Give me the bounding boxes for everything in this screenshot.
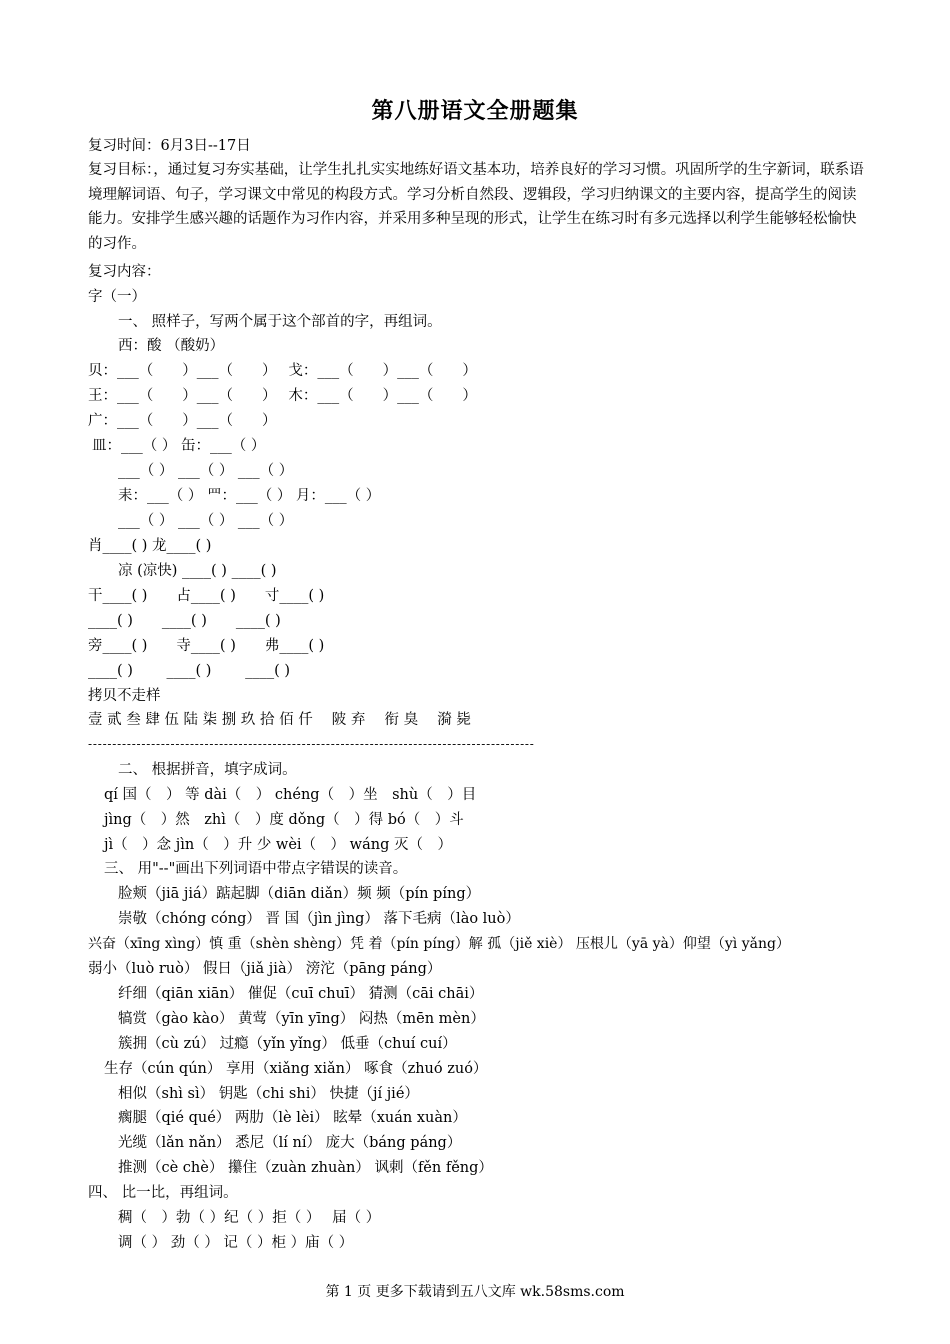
exercise-heading: 拷贝不走样 xyxy=(88,688,161,704)
separator-line: -------------------------------------------------------------------------------------------- xyxy=(88,737,535,751)
exercise-line: 广：___（ ）___（ ） xyxy=(88,413,277,429)
exercise-line: 肖____( ) 龙____( ) xyxy=(88,538,212,554)
section-heading: 字（一） xyxy=(88,289,146,305)
exercise-heading: 二、 根据拼音，填字成词。 xyxy=(118,762,297,778)
exercise-line: ___（ ） ___（ ） ___（ ） xyxy=(118,463,294,479)
exercise-line: 光缆（lǎn nǎn） 悉尼（lí ní） 庞大（báng páng） xyxy=(118,1135,462,1151)
page-footer: 第 1 页 更多下载请到五八文库 wk.58sms.com xyxy=(325,1284,625,1300)
review-time: 复习时间：6月3日--17日 xyxy=(88,138,251,154)
exercise-line: 皿：___（ ） 缶：___（ ） xyxy=(92,438,266,454)
exercise-heading: 四、 比一比，再组词。 xyxy=(88,1185,238,1201)
exercise-heading: 三、 用"--"画出下列词语中带点字错误的读音。 xyxy=(104,861,408,877)
exercise-line: 犒赏（gào kào） 黄莺（yīn yīng） 闷热（mēn mèn） xyxy=(118,1011,485,1027)
exercise-line: ____( ) ____( ) ____( ) xyxy=(88,663,290,679)
exercise-line: 相似（shì sì） 钥匙（chi shi） 快捷（jí jié） xyxy=(118,1086,419,1102)
exercise-line: 王：___（ ）___（ ） 木：___（ ）___（ ） xyxy=(88,388,477,404)
exercise-line: 弱小（luò ruò） 假日（jiǎ jià） 滂沱（pāng páng） xyxy=(88,961,442,977)
review-content-label: 复习内容： xyxy=(88,264,161,280)
exercise-line: 生存（cún qún） 享用（xiǎng xiǎn） 啄食（zhuó zuó） xyxy=(104,1061,488,1077)
exercise-line: 簇拥（cù zú） 过瘾（yǐn yǐng） 低垂（chuí cuí） xyxy=(118,1036,457,1052)
exercise-line: jìng（ ）然 zhì（ ）度 dǒng（ ）得 bó（ ）斗 xyxy=(104,812,464,828)
exercise-line: jì（ ）念 jìn（ ）升 少 wèi（ ） wáng 灭（ ） xyxy=(104,837,452,853)
review-goal: 复习目标：，通过复习夯实基础，让学生扎扎实实地练好语文基本功，培养良好的学习习惯。巩固所学的生字新词，联系语境理解词语、句子，学习课文中常见的构段方式。学习分析自然段、逻辑段，学习归纳课文的主要内容，提高学生的阅读能力。安排学生感兴趣的话题作为习作内容，并采用多种呈现的形式，让学生在练习时有多元选择以利学生能够轻松愉快的习作。 xyxy=(88,162,864,252)
exercise-line: 纤细（qiān xiān） 催促（cuī chuī） 猜测（cāi chāi） xyxy=(118,986,484,1002)
exercise-line: 调（ ） 劲（ ） 记（ ）柜 ）庙（ ） xyxy=(118,1235,354,1251)
exercise-line: 贝：___（ ）___（ ） 戈：___（ ）___（ ） xyxy=(88,363,477,379)
exercise-line: 脸颊（jiā jiá）踮起脚（diān diǎn）频 频（pín píng） xyxy=(118,886,481,902)
exercise-line: 旁____( ) 寺____( ) 弗____( ) xyxy=(88,638,325,654)
document-title: 第八册语文全册题集 xyxy=(371,98,579,124)
exercise-line: 兴奋（xīng xìng）慎 重（shèn shèng）凭 着（pín píng）解 孤（jiě xiè） 压根儿（yā yà）仰望（yì yǎng） xyxy=(88,936,790,952)
exercise-line: 耒：___（ ） 罒：___（ ） 月：___（ ） xyxy=(118,488,381,504)
exercise-line: qí 国（ ） 等 dài（ ） chéng（ ）坐 shù（ ）目 xyxy=(104,787,477,803)
exercise-line: 干____( ) 占____( ) 寸____( ) xyxy=(88,588,325,604)
exercise-line: ___（ ） ___（ ） ___（ ） xyxy=(118,513,294,529)
exercise-line: 推测（cè chè） 攥住（zuàn zhuàn） 讽刺（fěn fěng） xyxy=(118,1160,493,1176)
exercise-heading: 一、 照样子，写两个属于这个部首的字，再组词。 xyxy=(118,314,442,330)
exercise-line: 凉 (凉快) ____( ) ____( ) xyxy=(118,563,277,579)
exercise-line: 瘸腿（qié qué） 两肋（lè lèi） 眩晕（xuán xuàn） xyxy=(118,1110,467,1126)
exercise-line: 稠（ ）勃（ ）纪（ ）拒（ ） 届（ ） xyxy=(118,1210,381,1226)
exercise-line: 崇敬（chóng cóng） 晋 国（jìn jìng） 落下毛病（lào luò） xyxy=(118,911,520,927)
example-line: 西：酸 （酸奶） xyxy=(118,338,225,354)
character-list: 壹 贰 叁 肆 伍 陆 柒 捌 玖 拾 佰 仟 陂 弃 衔 臭 漪 毙 xyxy=(88,712,471,728)
exercise-line: ____( ) ____( ) ____( ) xyxy=(88,613,281,629)
